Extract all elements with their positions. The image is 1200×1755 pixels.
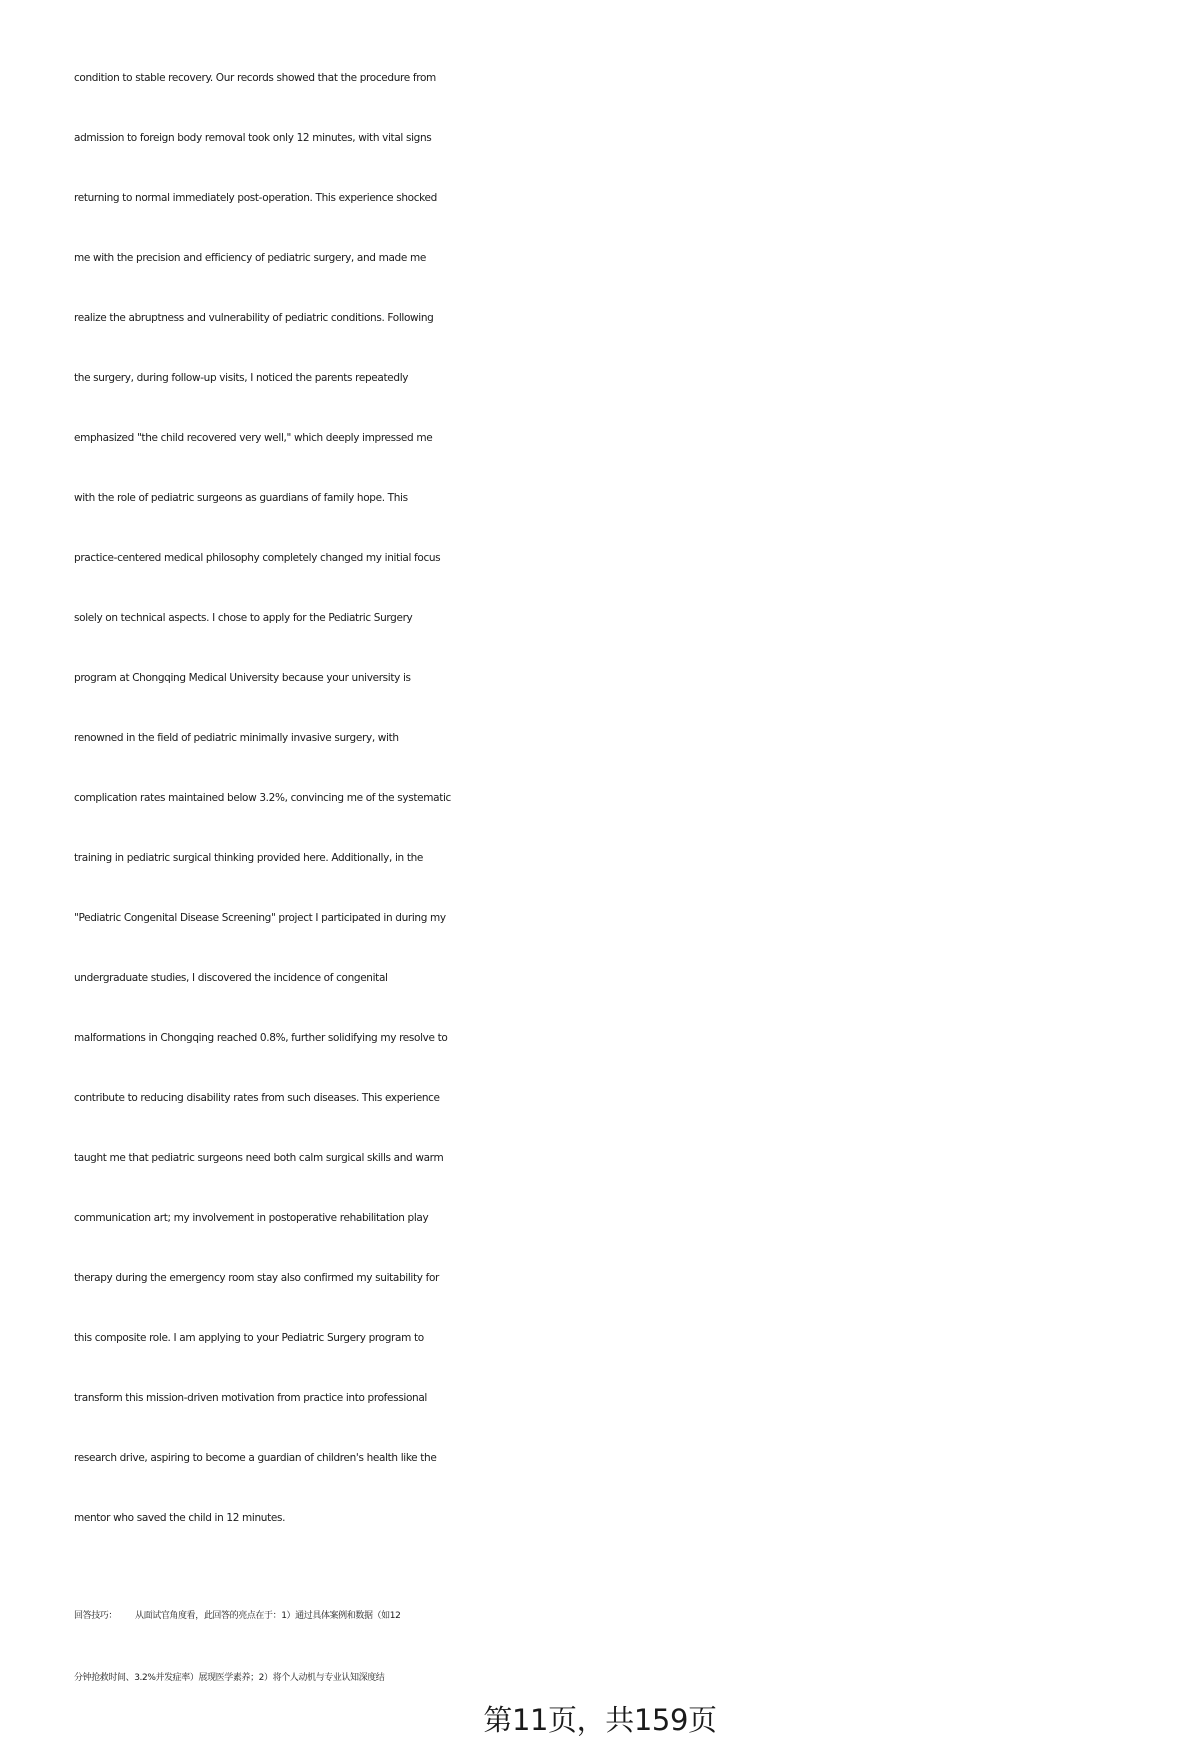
body-line: communication art; my involvement in postoperative rehabilitation play — [74, 1212, 429, 1224]
tips-line: 分钟抢救时间、3.2%并发症率）展现医学素养；2）将个人动机与专业认知深度结 — [74, 1673, 385, 1683]
body-line: complication rates maintained below 3.2%, convincing me of the systematic — [74, 792, 451, 804]
body-line: condition to stable recovery. Our records showed that the procedure from — [74, 72, 436, 84]
body-line: mentor who saved the child in 12 minutes. — [74, 1512, 286, 1524]
page-number: 第11页，共159页 — [483, 1703, 717, 1737]
body-line: with the role of pediatric surgeons as guardians of family hope. This — [74, 492, 408, 504]
body-line: undergraduate studies, I discovered the incidence of congenital — [74, 972, 388, 984]
tips-label: 回答技巧： — [74, 1611, 118, 1621]
body-line: me with the precision and efficiency of pediatric surgery, and made me — [74, 252, 426, 264]
body-line: the surgery, during follow-up visits, I noticed the parents repeatedly — [74, 372, 409, 384]
body-line: realize the abruptness and vulnerability of pediatric conditions. Following — [74, 312, 434, 324]
body-line: contribute to reducing disability rates from such diseases. This experience — [74, 1092, 440, 1104]
body-line: taught me that pediatric surgeons need both calm surgical skills and warm — [74, 1152, 444, 1164]
body-line: training in pediatric surgical thinking provided here. Additionally, in the — [74, 852, 424, 864]
body-line: renowned in the field of pediatric minimally invasive surgery, with — [74, 732, 399, 744]
body-line: program at Chongqing Medical University because your university is — [74, 672, 411, 684]
body-line: transform this mission-driven motivation from practice into professional — [74, 1392, 427, 1404]
answer-tips — [74, 1585, 1174, 1709]
body-line: research drive, aspiring to become a guardian of children's health like the — [74, 1452, 437, 1464]
body-line: this composite role. I am applying to your Pediatric Surgery program to — [74, 1332, 424, 1344]
body-line: returning to normal immediately post-operation. This experience shocked — [74, 192, 437, 204]
body-line: malformations in Chongqing reached 0.8%, further solidifying my resolve to — [74, 1032, 448, 1044]
body-line: solely on technical aspects. I chose to apply for the Pediatric Surgery — [74, 612, 413, 624]
body-line: practice-centered medical philosophy completely changed my initial focus — [74, 552, 441, 564]
body-line: admission to foreign body removal took only 12 minutes, with vital signs — [74, 132, 432, 144]
answer-body — [74, 48, 1174, 1548]
body-line: therapy during the emergency room stay also confirmed my suitability for — [74, 1272, 440, 1284]
tips-text: 从面试官角度看，此回答的亮点在于：1）通过具体案例和数据（如12 — [135, 1611, 401, 1621]
body-line: "Pediatric Congenital Disease Screening" project I participated in during my — [74, 912, 446, 924]
tips-line — [74, 1585, 1174, 1647]
body-line: emphasized "the child recovered very well," which deeply impressed me — [74, 432, 433, 444]
